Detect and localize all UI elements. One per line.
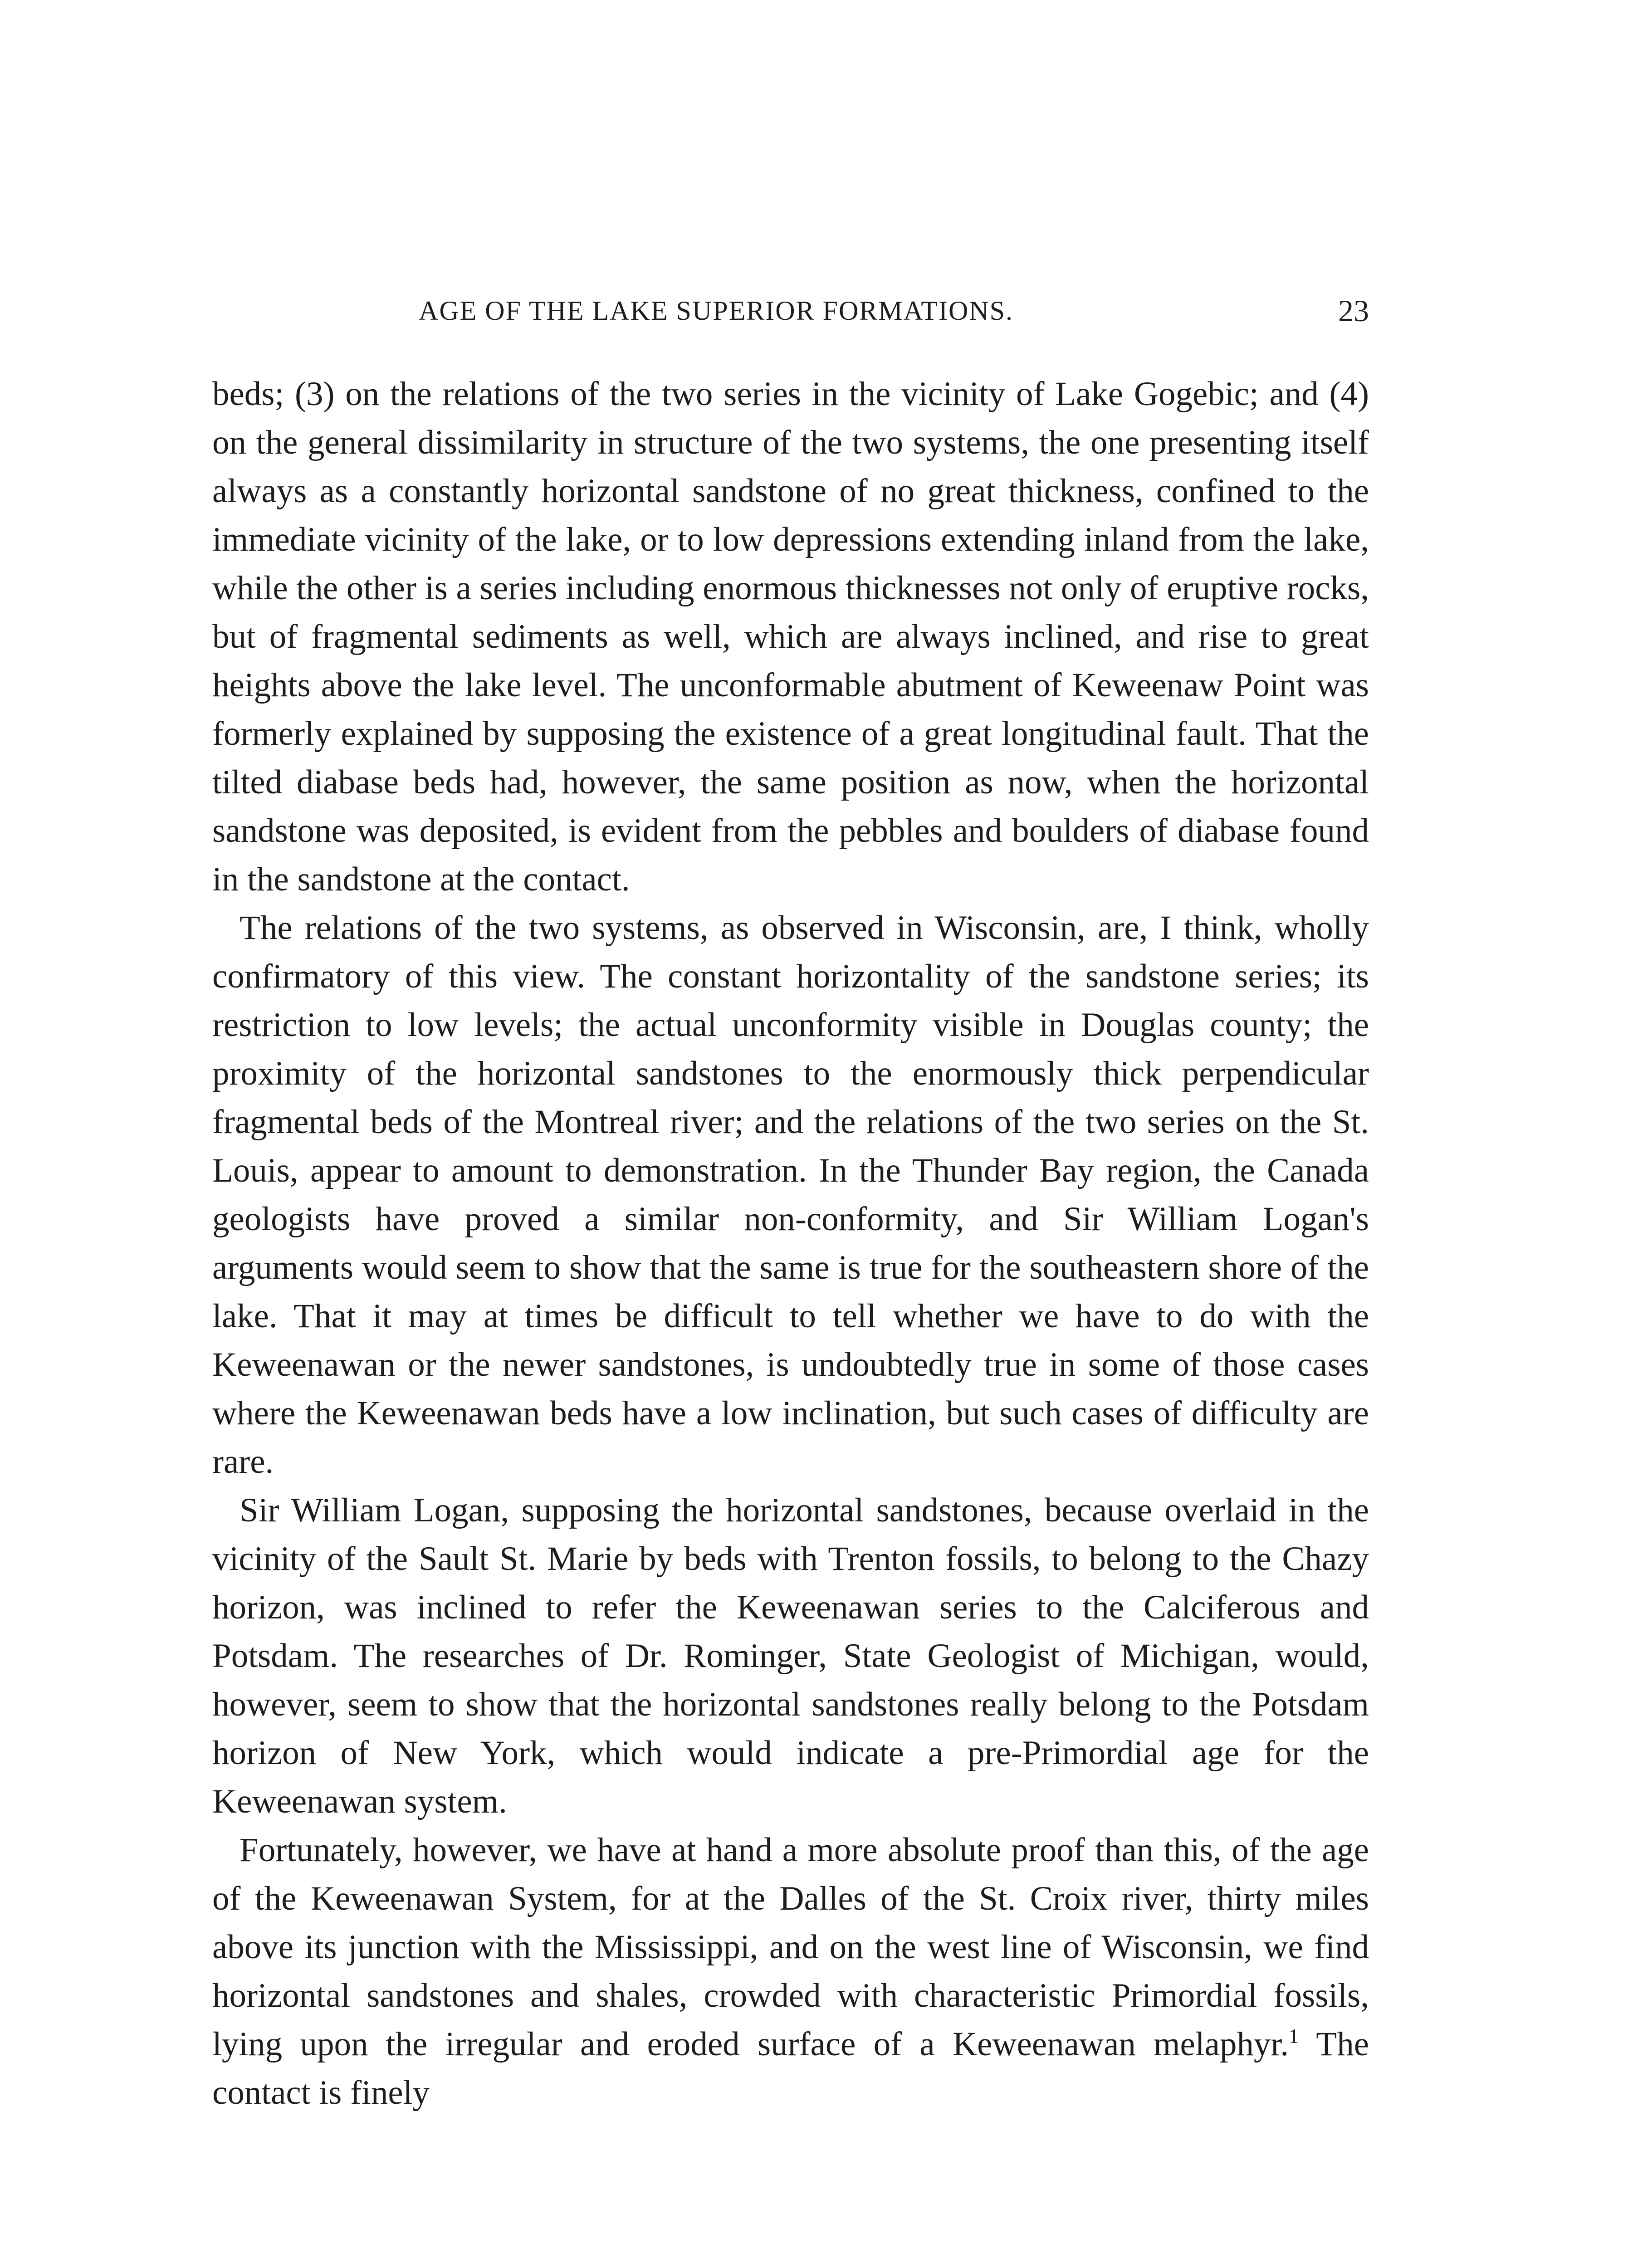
paragraph-4-text: Fortunately, however, we have at hand a more absolute proof than this, of the age of the Keweenawan System, for at the Dalles of the St. Croix river, thirty miles above its junction with the Mississippi, and on the west line of Wisconsin, we find horizontal sandstones and shales, crowded with characteristic Primordial fossils, lying upon the irregular and eroded surface of a Keweenawan melaphyr.	[212, 1831, 1369, 2063]
page-number: 23	[1338, 293, 1369, 328]
footnote-reference: 1	[1289, 2025, 1299, 2048]
running-head	[212, 290, 1369, 331]
paragraph-4	[212, 1826, 1369, 2117]
paragraph-1: beds; (3) on the relations of the two series in the vicinity of Lake Gogebic; and (4) on the general dissimilarity in structure of the two systems, the one presenting itself always as a constantly horizontal sandstone of no great thickness, confined to the immediate vicinity of the lake, or to low depressions extending inland from the lake, while the other is a series including enormous thicknesses not only of eruptive rocks, but of fragmental sediments as well, which are always inclined, and rise to great heights above the lake level. The unconformable abutment of Keweenaw Point was formerly explained by supposing the existence of a great longitudinal fault. That the tilted diabase beds had, however, the same position as now, when the horizontal sandstone was deposited, is evident from the pebbles and boulders of diabase found in the sandstone at the contact.	[212, 375, 1369, 898]
paragraph-3: Sir William Logan, supposing the horizontal sandstones, because overlaid in the vicinity of the Sault St. Marie by beds with Trenton fossils, to belong to the Chazy horizon, was inclined to refer the Keweenawan series to the Calciferous and Potsdam. The researches of Dr. Rominger, State Geologist of Michigan, would, however, seem to show that the horizontal sandstones really belong to the Potsdam horizon of New York, which would indicate a pre-Primordial age for the Keweenawan system.	[212, 1491, 1369, 1820]
paragraph-2: The relations of the two systems, as observed in Wisconsin, are, I think, wholly confirmatory of this view. The constant horizontality of the sandstone series; its restriction to low levels; the actual unconformity visible in Douglas county; the proximity of the horizontal sandstones to the enormously thick perpendicular fragmental beds of the Montreal river; and the relations of the two series on the St. Louis, appear to amount to demonstration. In the Thunder Bay region, the Canada geologists have proved a similar non-conformity, and Sir William Logan's arguments would seem to show that the same is true for the southeastern shore of the lake. That it may at times be difficult to tell whether we have to do with the Keweenawan or the newer sandstones, is undoubtedly true in some of those cases where the Keweenawan beds have a low inclination, but such cases of difficulty are rare.	[212, 909, 1369, 1481]
body-text	[212, 370, 1369, 2268]
paragraph-4-tail: The contact is finely	[212, 2025, 1369, 2112]
running-title: AGE OF THE LAKE SUPERIOR FORMATIONS.	[419, 296, 1013, 326]
